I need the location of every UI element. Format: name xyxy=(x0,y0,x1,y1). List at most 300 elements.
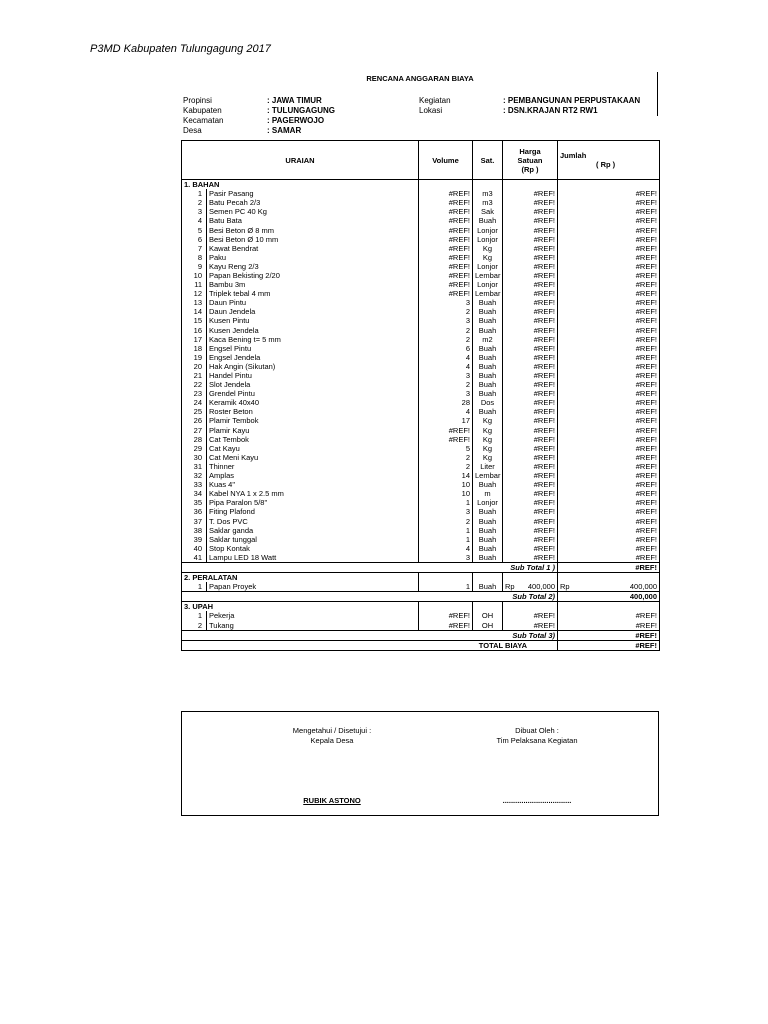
item-name: T. Dos PVC xyxy=(207,516,419,525)
item-unit: Lonjor xyxy=(473,262,503,271)
item-price: #REF! xyxy=(503,298,558,307)
item-unit: Buah xyxy=(473,380,503,389)
item-name: Stop Kontak xyxy=(207,544,419,553)
item-volume: 4 xyxy=(419,353,473,362)
item-number: 28 xyxy=(182,435,207,444)
subtotal-label: Sub Total 1 ) xyxy=(182,562,558,572)
item-total: #REF! xyxy=(558,498,660,507)
table-row xyxy=(182,582,660,592)
item-price: #REF! xyxy=(503,225,558,234)
item-number: 27 xyxy=(182,426,207,435)
item-name: Kusen Pintu xyxy=(207,316,419,325)
item-number: 14 xyxy=(182,307,207,316)
signature-left xyxy=(252,726,412,746)
item-unit: Buah xyxy=(473,353,503,362)
table-row xyxy=(182,444,660,453)
item-volume: 3 xyxy=(419,553,473,563)
item-price: #REF! xyxy=(503,398,558,407)
item-name: Pekerja xyxy=(207,611,419,620)
item-volume: #REF! xyxy=(419,262,473,271)
item-name: Thinner xyxy=(207,462,419,471)
left-signer-name: RUBIK ASTONO xyxy=(303,796,361,805)
item-unit: Buah xyxy=(473,307,503,316)
kegiatan-value: : PEMBANGUNAN PERPUSTAKAAN xyxy=(503,96,641,105)
item-name: Roster Beton xyxy=(207,407,419,416)
item-number: 7 xyxy=(182,244,207,253)
item-price: #REF! xyxy=(503,344,558,353)
table-row xyxy=(182,326,660,335)
table-row xyxy=(182,544,660,553)
item-name: Kuas 4" xyxy=(207,480,419,489)
item-total: #REF! xyxy=(558,189,660,198)
item-number: 9 xyxy=(182,262,207,271)
empty-cell xyxy=(558,602,660,612)
item-number: 5 xyxy=(182,225,207,234)
item-price: #REF! xyxy=(503,262,558,271)
table-row xyxy=(182,489,660,498)
item-price: #REF! xyxy=(503,462,558,471)
section-title: 1. BAHAN xyxy=(182,180,419,190)
item-name: Kawat Bendrat xyxy=(207,244,419,253)
item-name: Bambu 3m xyxy=(207,280,419,289)
total-currency: Rp xyxy=(560,582,570,592)
item-price: #REF! xyxy=(503,480,558,489)
item-number: 41 xyxy=(182,553,207,563)
item-number: 33 xyxy=(182,480,207,489)
header-harga-line3: (Rp ) xyxy=(521,164,539,174)
item-name: Lampu LED 18 Watt xyxy=(207,553,419,563)
item-number: 21 xyxy=(182,371,207,380)
table-row xyxy=(182,426,660,435)
empty-cell xyxy=(419,180,473,190)
item-total: #REF! xyxy=(558,462,660,471)
item-volume: 2 xyxy=(419,307,473,316)
item-volume: 17 xyxy=(419,416,473,425)
header-harga xyxy=(503,141,558,180)
header-volume: Volume xyxy=(419,141,473,180)
item-total: #REF! xyxy=(558,271,660,280)
item-price: #REF! xyxy=(503,207,558,216)
item-unit: Lonjor xyxy=(473,280,503,289)
item-total: #REF! xyxy=(558,371,660,380)
item-name: Paku xyxy=(207,253,419,262)
item-volume: #REF! xyxy=(419,225,473,234)
table-row xyxy=(182,416,660,425)
kecamatan-value: : PAGERWOJO xyxy=(267,116,325,125)
item-name: Hak Angin (Sikutan) xyxy=(207,362,419,371)
item-price: #REF! xyxy=(503,326,558,335)
item-total: #REF! xyxy=(558,353,660,362)
item-number: 20 xyxy=(182,362,207,371)
item-volume: #REF! xyxy=(419,216,473,225)
item-price: #REF! xyxy=(503,316,558,325)
table-row xyxy=(182,371,660,380)
item-total: #REF! xyxy=(558,544,660,553)
kabupaten-label: Kabupaten xyxy=(183,106,222,115)
item-unit: OH xyxy=(473,611,503,620)
item-unit: Lembar xyxy=(473,271,503,280)
item-volume: 3 xyxy=(419,298,473,307)
table-row xyxy=(182,198,660,207)
item-volume: 2 xyxy=(419,453,473,462)
item-volume: #REF! xyxy=(419,244,473,253)
item-number: 11 xyxy=(182,280,207,289)
item-unit: Kg xyxy=(473,426,503,435)
item-volume: 2 xyxy=(419,335,473,344)
item-price: #REF! xyxy=(503,498,558,507)
item-name: Fiting Plafond xyxy=(207,507,419,516)
item-number: 37 xyxy=(182,516,207,525)
item-unit: OH xyxy=(473,621,503,631)
item-name: Pasir Pasang xyxy=(207,189,419,198)
item-unit: Buah xyxy=(473,216,503,225)
item-price: #REF! xyxy=(503,516,558,525)
item-price: #REF! xyxy=(503,535,558,544)
item-volume: #REF! xyxy=(419,621,473,631)
item-total: #REF! xyxy=(558,444,660,453)
table-row xyxy=(182,353,660,362)
item-total: #REF! xyxy=(558,362,660,371)
item-unit: Buah xyxy=(473,480,503,489)
item-total: #REF! xyxy=(558,344,660,353)
item-volume: 1 xyxy=(419,526,473,535)
item-unit: Buah xyxy=(473,544,503,553)
item-price: #REF! xyxy=(503,362,558,371)
right-prepared-text: Dibuat Oleh : xyxy=(515,726,559,735)
left-role-text: Kepala Desa xyxy=(310,736,354,745)
subtotal-label: Sub Total 2) xyxy=(182,592,558,602)
item-number: 35 xyxy=(182,498,207,507)
item-name: Kayu Reng 2/3 xyxy=(207,262,419,271)
item-name: Daun Jendela xyxy=(207,307,419,316)
item-number: 17 xyxy=(182,335,207,344)
table-row xyxy=(182,516,660,525)
item-number: 1 xyxy=(182,582,207,592)
item-total: #REF! xyxy=(558,389,660,398)
table-row xyxy=(182,407,660,416)
item-name: Keramik 40x40 xyxy=(207,398,419,407)
item-total: #REF! xyxy=(558,535,660,544)
item-unit: Kg xyxy=(473,416,503,425)
item-unit: Buah xyxy=(473,535,503,544)
table-row xyxy=(182,380,660,389)
item-price: #REF! xyxy=(503,426,558,435)
item-name: Papan Bekisting 2/20 xyxy=(207,271,419,280)
kabupaten-value: : TULUNGAGUNG xyxy=(267,106,335,115)
item-unit: Dos xyxy=(473,398,503,407)
item-name: Besi Beton Ø 8 mm xyxy=(207,225,419,234)
table-row xyxy=(182,235,660,244)
price-currency: Rp xyxy=(505,582,515,592)
table-header xyxy=(182,141,660,180)
left-approval-text: Mengetahui / Disetujui : xyxy=(292,726,372,735)
header-jumlah xyxy=(558,141,660,180)
item-total: #REF! xyxy=(558,553,660,563)
item-total: #REF! xyxy=(558,244,660,253)
table-row xyxy=(182,362,660,371)
item-price: #REF! xyxy=(503,611,558,620)
table-row xyxy=(182,435,660,444)
item-number: 1 xyxy=(182,611,207,620)
item-name: Slot Jendela xyxy=(207,380,419,389)
item-name: Batu Bata xyxy=(207,216,419,225)
lokasi-value: : DSN.KRAJAN RT2 RW1 xyxy=(503,106,598,115)
item-number: 3 xyxy=(182,207,207,216)
item-price: #REF! xyxy=(503,435,558,444)
item-price: #REF! xyxy=(503,416,558,425)
empty-cell xyxy=(558,573,660,583)
item-unit: Lonjor xyxy=(473,235,503,244)
item-volume: 2 xyxy=(419,326,473,335)
table-row xyxy=(182,289,660,298)
table-row xyxy=(182,453,660,462)
item-price xyxy=(503,582,558,592)
item-total: #REF! xyxy=(558,471,660,480)
item-volume: 1 xyxy=(419,498,473,507)
subtotal-row xyxy=(182,630,660,640)
item-price: #REF! xyxy=(503,253,558,262)
item-number: 8 xyxy=(182,253,207,262)
item-volume: 28 xyxy=(419,398,473,407)
item-price: #REF! xyxy=(503,489,558,498)
item-price: #REF! xyxy=(503,507,558,516)
item-unit: Buah xyxy=(473,326,503,335)
empty-cell xyxy=(503,180,558,190)
item-total: #REF! xyxy=(558,216,660,225)
item-total: #REF! xyxy=(558,526,660,535)
empty-cell xyxy=(503,573,558,583)
item-volume: 1 xyxy=(419,535,473,544)
table-row xyxy=(182,398,660,407)
item-unit: Buah xyxy=(473,389,503,398)
item-unit: Lonjor xyxy=(473,225,503,234)
propinsi-label: Propinsi xyxy=(183,96,212,105)
table-row xyxy=(182,507,660,516)
item-volume: #REF! xyxy=(419,435,473,444)
item-price: #REF! xyxy=(503,544,558,553)
item-name: Kaca Bening t= 5 mm xyxy=(207,335,419,344)
item-volume: #REF! xyxy=(419,289,473,298)
table-row xyxy=(182,316,660,325)
item-name: Plamir Tembok xyxy=(207,416,419,425)
item-volume: #REF! xyxy=(419,198,473,207)
item-volume: 4 xyxy=(419,362,473,371)
kegiatan-label: Kegiatan xyxy=(419,96,451,105)
item-total: #REF! xyxy=(558,380,660,389)
item-total: #REF! xyxy=(558,326,660,335)
section-row xyxy=(182,602,660,612)
header-jumlah-line2: ( Rp ) xyxy=(596,160,616,169)
item-name: Pipa Paralon 5/8" xyxy=(207,498,419,507)
item-volume: #REF! xyxy=(419,611,473,620)
info-left xyxy=(183,96,413,136)
table-row xyxy=(182,526,660,535)
item-price: #REF! xyxy=(503,621,558,631)
subtotal-label: Sub Total 3) xyxy=(182,630,558,640)
item-number: 34 xyxy=(182,489,207,498)
item-total: #REF! xyxy=(558,426,660,435)
item-price: #REF! xyxy=(503,271,558,280)
item-price: #REF! xyxy=(503,289,558,298)
item-number: 31 xyxy=(182,462,207,471)
subtotal-row xyxy=(182,562,660,572)
item-number: 4 xyxy=(182,216,207,225)
item-total: #REF! xyxy=(558,489,660,498)
table-row xyxy=(182,480,660,489)
item-name: Cat Tembok xyxy=(207,435,419,444)
item-volume: 10 xyxy=(419,480,473,489)
table-row xyxy=(182,298,660,307)
item-total: #REF! xyxy=(558,335,660,344)
item-name: Cat Kayu xyxy=(207,444,419,453)
empty-cell xyxy=(419,602,473,612)
section-row xyxy=(182,180,660,190)
empty-cell xyxy=(473,573,503,583)
item-number: 22 xyxy=(182,380,207,389)
item-total: #REF! xyxy=(558,225,660,234)
item-price: #REF! xyxy=(503,444,558,453)
subtotal-value: 400,000 xyxy=(558,592,660,602)
item-unit: Buah xyxy=(473,371,503,380)
item-unit: Liter xyxy=(473,462,503,471)
info-right xyxy=(419,96,657,116)
item-unit: m xyxy=(473,489,503,498)
item-total: #REF! xyxy=(558,316,660,325)
subtotal-value: #REF! xyxy=(558,630,660,640)
total-label: TOTAL BIAYA xyxy=(182,640,558,650)
item-unit: Buah xyxy=(473,516,503,525)
item-name: Handel Pintu xyxy=(207,371,419,380)
item-volume: 10 xyxy=(419,489,473,498)
table-row xyxy=(182,335,660,344)
item-unit: Buah xyxy=(473,507,503,516)
item-price: #REF! xyxy=(503,189,558,198)
item-unit: m3 xyxy=(473,189,503,198)
right-role-text: Tim Pelaksana Kegiatan xyxy=(496,736,578,745)
table-row xyxy=(182,244,660,253)
item-total: #REF! xyxy=(558,621,660,631)
item-volume: 3 xyxy=(419,316,473,325)
total-value: #REF! xyxy=(558,640,660,650)
item-unit: Buah xyxy=(473,407,503,416)
item-volume: #REF! xyxy=(419,426,473,435)
item-number: 26 xyxy=(182,416,207,425)
table-body xyxy=(182,180,660,651)
item-total: #REF! xyxy=(558,398,660,407)
item-number: 15 xyxy=(182,316,207,325)
item-unit: Lembar xyxy=(473,289,503,298)
table-row xyxy=(182,621,660,631)
item-price: #REF! xyxy=(503,335,558,344)
header-sat: Sat. xyxy=(473,141,503,180)
item-price: #REF! xyxy=(503,471,558,480)
item-name: Plamir Kayu xyxy=(207,426,419,435)
table-row xyxy=(182,189,660,198)
item-name: Amplas xyxy=(207,471,419,480)
item-volume: 4 xyxy=(419,544,473,553)
right-signer-name: ................................. xyxy=(502,796,572,805)
table-row xyxy=(182,271,660,280)
item-price: #REF! xyxy=(503,371,558,380)
item-price: #REF! xyxy=(503,553,558,563)
section-title: 2. PERALATAN xyxy=(182,573,419,583)
item-volume: 3 xyxy=(419,507,473,516)
item-unit: Kg xyxy=(473,453,503,462)
item-volume: 2 xyxy=(419,380,473,389)
item-volume: #REF! xyxy=(419,189,473,198)
item-total: #REF! xyxy=(558,307,660,316)
item-number: 40 xyxy=(182,544,207,553)
item-total: #REF! xyxy=(558,298,660,307)
item-volume: 3 xyxy=(419,389,473,398)
item-price: #REF! xyxy=(503,216,558,225)
item-number: 2 xyxy=(182,198,207,207)
table-row xyxy=(182,280,660,289)
item-name: Semen PC 40 Kg xyxy=(207,207,419,216)
table-row xyxy=(182,389,660,398)
item-volume: #REF! xyxy=(419,253,473,262)
item-number: 1 xyxy=(182,189,207,198)
item-total: #REF! xyxy=(558,280,660,289)
table-row xyxy=(182,535,660,544)
total-row xyxy=(182,640,660,650)
item-price: #REF! xyxy=(503,244,558,253)
table-row xyxy=(182,462,660,471)
section-title: 3. UPAH xyxy=(182,602,419,612)
item-total: #REF! xyxy=(558,235,660,244)
item-name: Cat Meni Kayu xyxy=(207,453,419,462)
item-unit: Sak xyxy=(473,207,503,216)
item-name: Tukang xyxy=(207,621,419,631)
item-number: 29 xyxy=(182,444,207,453)
table-row xyxy=(182,498,660,507)
item-total: #REF! xyxy=(558,480,660,489)
item-total: #REF! xyxy=(558,289,660,298)
item-volume: 1 xyxy=(419,582,473,592)
table-row xyxy=(182,471,660,480)
signature-right xyxy=(452,726,622,746)
item-name: Grendel Pintu xyxy=(207,389,419,398)
table-row xyxy=(182,207,660,216)
item-unit: Buah xyxy=(473,362,503,371)
empty-cell xyxy=(419,573,473,583)
item-unit: Buah xyxy=(473,344,503,353)
item-number: 36 xyxy=(182,507,207,516)
item-name: Besi Beton Ø 10 mm xyxy=(207,235,419,244)
empty-cell xyxy=(558,180,660,190)
table-row xyxy=(182,553,660,563)
item-price: #REF! xyxy=(503,389,558,398)
item-unit: Buah xyxy=(473,298,503,307)
item-name: Engsel Pintu xyxy=(207,344,419,353)
item-name: Papan Proyek xyxy=(207,582,419,592)
table-row xyxy=(182,216,660,225)
item-total xyxy=(558,582,660,592)
item-number: 16 xyxy=(182,326,207,335)
item-unit: Kg xyxy=(473,253,503,262)
item-volume: 2 xyxy=(419,516,473,525)
item-number: 6 xyxy=(182,235,207,244)
item-unit: m3 xyxy=(473,198,503,207)
signature-box xyxy=(181,711,659,816)
item-volume: 4 xyxy=(419,407,473,416)
divider xyxy=(657,72,658,116)
item-number: 12 xyxy=(182,289,207,298)
item-volume: #REF! xyxy=(419,207,473,216)
item-volume: 3 xyxy=(419,371,473,380)
budget-table xyxy=(181,140,660,651)
item-name: Daun Pintu xyxy=(207,298,419,307)
